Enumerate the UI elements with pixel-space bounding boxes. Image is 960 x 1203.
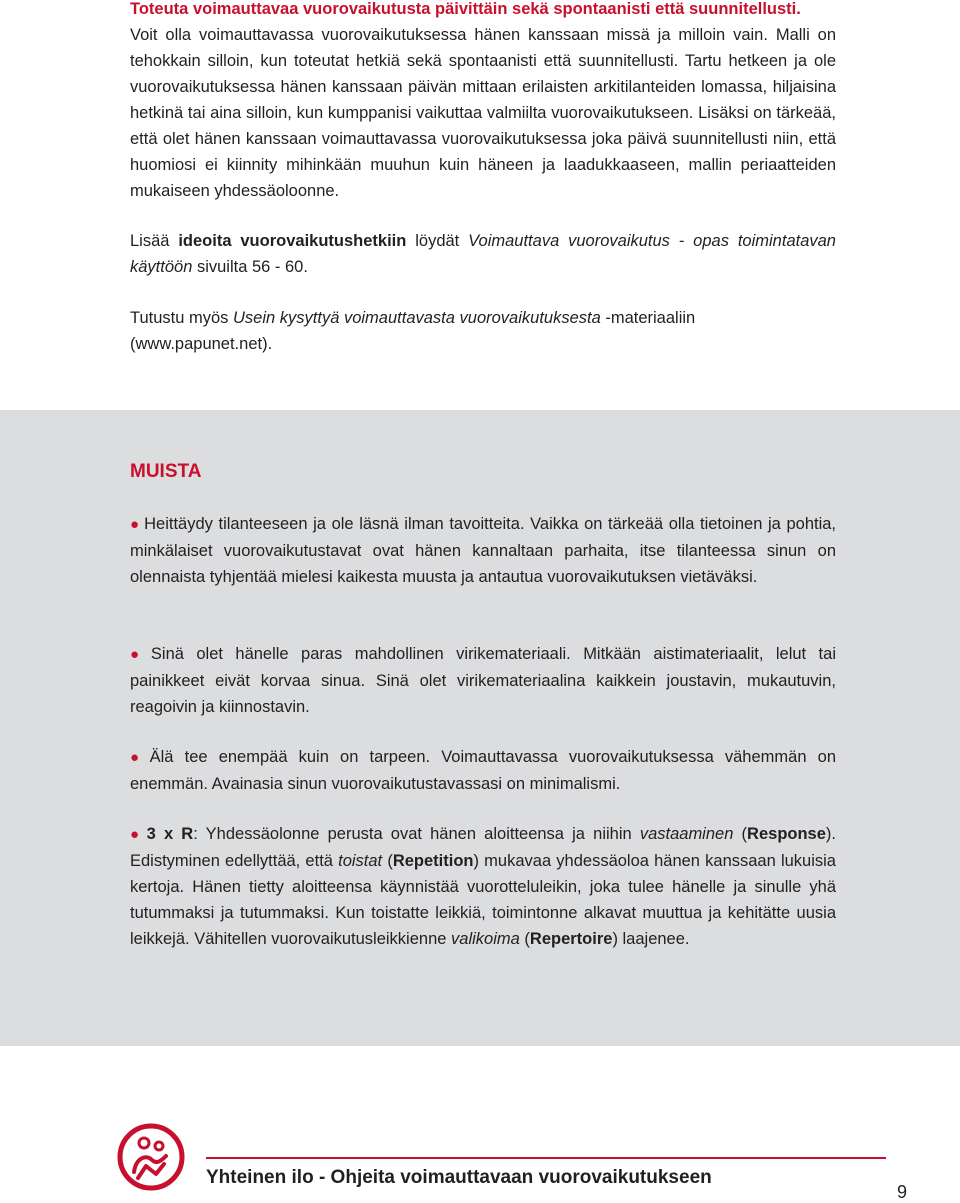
tip-text: ) laajenee. xyxy=(612,930,690,948)
bullet-icon: ● xyxy=(130,826,143,843)
more-ideas-suffix: sivuilta 56 - 60. xyxy=(192,258,308,276)
remember-title: MUISTA xyxy=(130,461,202,482)
tip-emphasis: toistat xyxy=(338,852,383,870)
tip-item xyxy=(130,744,836,797)
footer-rule xyxy=(206,1157,886,1159)
tip-emphasis: valikoima xyxy=(451,930,520,948)
tip-text: Älä tee enempää kuin on tarpeen. Voimauttavassa vuorovaikutuksessa vähemmän on enemmän. Avainasia sinun vuorovaikutustavassasi on minimalismi. xyxy=(130,748,836,793)
tip-term: Repetition xyxy=(392,852,474,870)
tip-text: ). Edistyminen edellyttää, että xyxy=(130,825,836,870)
guide-title: Voimauttava vuorovaikutus - opas toimintatavan käyttöön xyxy=(130,232,836,276)
more-ideas-middle: löydät xyxy=(406,232,469,250)
more-ideas-bold: ideoita vuorovaikutushetkiin xyxy=(178,232,407,250)
footer-title: Yhteinen ilo - Ohjeita voimauttavaan vuorovaikutukseen xyxy=(206,1167,712,1188)
tip-emphasis: vastaaminen xyxy=(639,825,734,843)
tip-text: ( xyxy=(733,825,748,843)
tip-text: : Yhdessäolonne perusta ovat hänen aloitteensa ja niihin xyxy=(193,825,640,843)
tip-text: ( xyxy=(519,930,530,948)
more-ideas-paragraph xyxy=(130,228,836,280)
tip-text: ) mukavaa yhdessäoloa hänen kanssaan lukuisia kertoja. Hänen tietty aloitteensa käynnistää vuorotteluleikin, joka tulee hänelle ja sinulle yhä tutummaksi ja tutummaksi. Kun toistatte leikkiä, toimintonne alkavat muuttua ja kehitätte uusia leikkejä. Vähitellen vuorovaikutusleikkienne xyxy=(130,852,836,948)
tip-text: Sinä olet hänelle paras mahdollinen virikemateriaali. Mitkään aistimateriaalit, lelut tai painikkeet eivät korvaa sinua. Sinä olet virikemateriaalina kaikkein joustavin, mukautuvin, reagoivin ja kiinnostavin. xyxy=(130,645,836,716)
tip-item xyxy=(130,821,836,952)
intro-body: Voit olla voimauttavassa vuorovaikutuksessa hänen kanssaan missä ja milloin vain. Malli on tehokkain silloin, kun toteutat hetkiä sekä spontaanisti että suunnitellusti. Tartu hetkeen ja ole vuorovaikutuksessa hänen kanssaan päivän mittaan erilaisten arkitilanteiden lomassa, hiljaisina hetkinä tai aina silloin, kun kumppanisi vaikuttaa valmiilta vuorovaikutukseen. Lisäksi on tärkeää, että olet hänen kanssaan voimauttavassa vuorovaikutuksessa joka päivä suunnitellusti niin, että huomiosi ei kiinnity mihinkään muuhun kuin häneen ja laadukkaaseen, mallin periaatteiden mukaiseen yhdessäoloonne. xyxy=(130,26,836,200)
tip-text: Heittäydy tilanteeseen ja ole läsnä ilman tavoitteita. Vaikka on tärkeää olla tietoinen ja pohtia, minkälaiset vuorovaikutustavat ovat hänen kannaltaan parhaita, itse tilanteessa sinun on olennaista tyhjentää mielesi kaikesta muusta ja antautua vuorovaikutuksen vietäväksi. xyxy=(130,515,837,586)
faq-title: Usein kysyttyä voimauttavasta vuorovaikutuksesta xyxy=(233,309,601,327)
bullet-icon: ● xyxy=(130,749,146,766)
more-materials-prefix: Tutustu myös xyxy=(130,309,234,327)
intro-section xyxy=(130,0,836,204)
more-materials-paragraph xyxy=(130,305,836,357)
people-circle-logo-icon xyxy=(116,1122,186,1192)
bullet-icon: ● xyxy=(130,516,141,533)
tip-term: Repertoire xyxy=(529,930,613,948)
more-ideas-prefix: Lisää xyxy=(130,232,179,250)
three-r-label: 3 x R xyxy=(146,825,194,843)
bullet-icon: ● xyxy=(130,646,147,663)
more-materials-suffix: -materiaaliin xyxy=(600,309,696,327)
tip-term: Response xyxy=(747,825,826,843)
papunet-link-text: (www.papunet.net). xyxy=(130,335,273,353)
intro-heading: Toteuta voimauttavaa vuorovaikutusta päivittäin sekä spontaanisti että suunnitellusti. xyxy=(130,0,801,18)
page-number: 9 xyxy=(897,1182,908,1202)
tip-text: ( xyxy=(382,852,393,870)
tip-item xyxy=(130,641,836,720)
tip-item xyxy=(130,511,836,590)
